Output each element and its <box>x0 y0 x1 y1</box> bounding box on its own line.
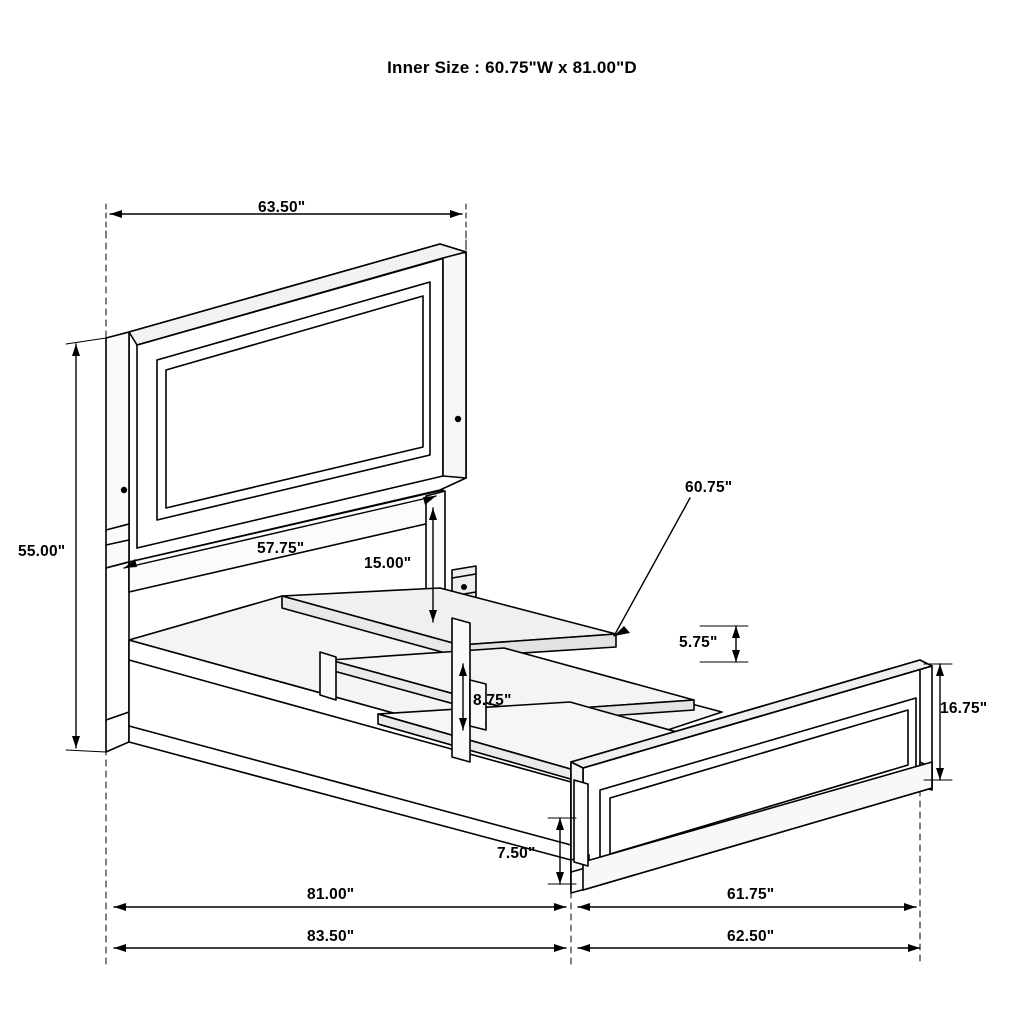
dimension-label-side-rail-length: 81.00" <box>307 886 355 903</box>
page-title: Inner Size : 60.75"W x 81.00"D <box>387 58 637 77</box>
dimension-label-deck-height: 8.75" <box>473 692 512 709</box>
dimension-label-overall-length: 83.50" <box>307 928 355 945</box>
dimension-label-footboard-width: 61.75" <box>727 886 775 903</box>
dimension-label-footboard-height: 16.75" <box>940 700 988 717</box>
dimension-label-slat-width: 60.75" <box>685 479 733 496</box>
dimension-label-headboard-panel-width: 57.75" <box>257 540 305 557</box>
dimension-label-slat-thickness: 5.75" <box>679 634 718 651</box>
dimension-label-rail-height: 15.00" <box>364 555 412 572</box>
dimension-label-headboard-width: 63.50" <box>258 199 306 216</box>
dimension-label-overall-height: 55.00" <box>18 543 66 560</box>
dimension-label-footboard-leg-height: 7.50" <box>497 845 536 862</box>
dimension-label-overall-footboard-width: 62.50" <box>727 928 775 945</box>
